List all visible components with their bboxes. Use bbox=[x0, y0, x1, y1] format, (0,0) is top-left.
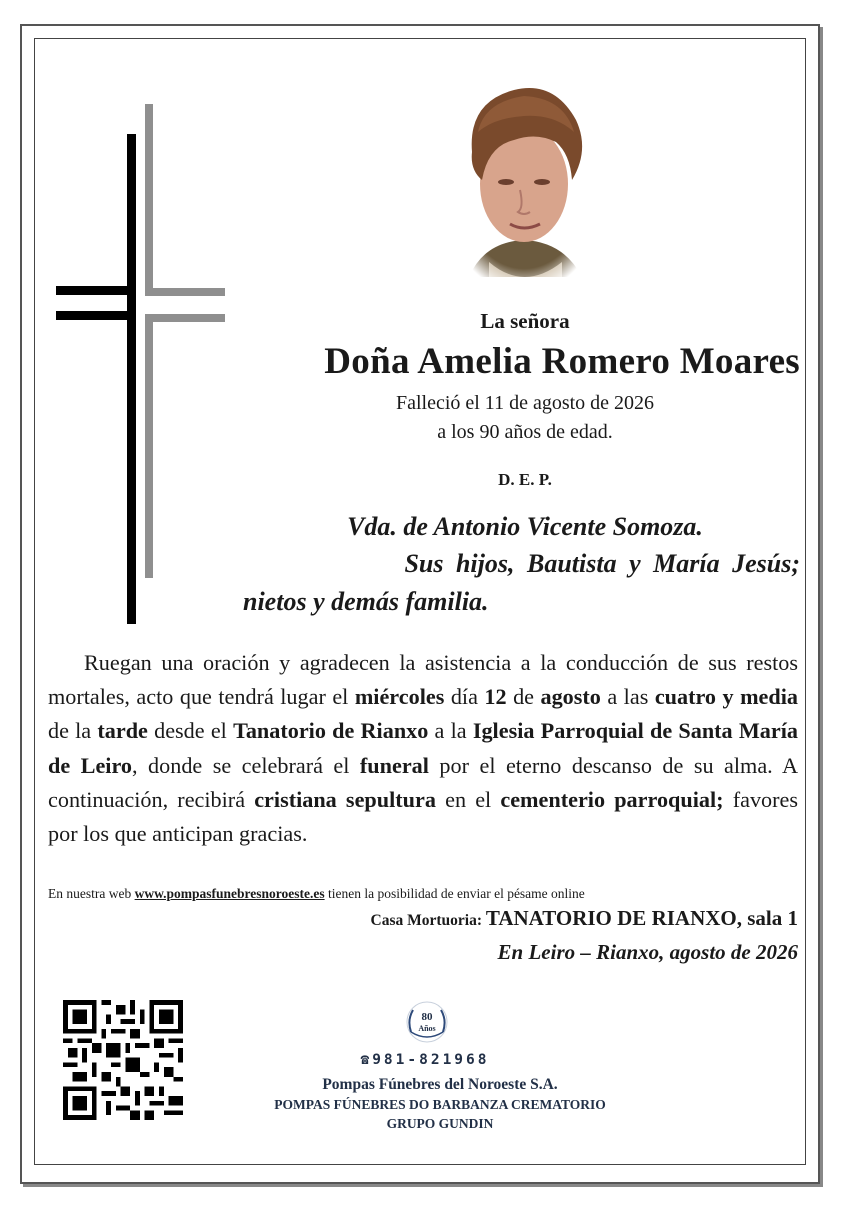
online-condolence-note: En nuestra web www.pompasfunebresnoroeste.es tienen la posibilidad de enviar el pésame online bbox=[48, 886, 585, 901]
company-name-2: POMPAS FÚNEBRES DO BARBANZA CREMATORIO bbox=[274, 1097, 606, 1112]
company-name-1: Pompas Fúnebres del Noroeste S.A. bbox=[322, 1076, 558, 1093]
deceased-name: Doña Amelia Romero Moares bbox=[324, 341, 800, 382]
mortuary-label: Casa Mortuoria: bbox=[370, 912, 486, 929]
mortuary-value: TANATORIO DE RIANXO, sala 1 bbox=[485, 906, 798, 930]
ceremony-announcement: Ruegan una oración y agradecen la asistencia a la conducción de sus restos mortales, acto que tendrá lugar el miércoles día 12 de agosto a las cuatro y media de la tarde desde el Tanatorio de Rianxo a la Iglesia Parroquial de Santa María de Leiro, donde se celebrará el funeral por el eterno descanso de su alma. A continuación, recibirá cristiana sepultura en el cementerio parroquial; favores por los que anticipan gracias. bbox=[48, 650, 798, 847]
company-name-3: GRUPO GUNDIN bbox=[386, 1116, 494, 1131]
phone-icon: ☎ bbox=[360, 1052, 373, 1068]
mortuary-info bbox=[230, 906, 798, 931]
phone-number: ☎981-821968 bbox=[360, 1052, 490, 1068]
svg-text:Años: Años bbox=[418, 1024, 436, 1033]
age-at-death: a los 90 años de edad. bbox=[437, 421, 613, 443]
qr-code[interactable] bbox=[63, 1000, 183, 1120]
rip-abbreviation: D. E. P. bbox=[498, 470, 552, 489]
place-and-date: En Leiro – Rianxo, agosto de 2026 bbox=[497, 940, 798, 964]
deceased-portrait bbox=[444, 62, 604, 294]
death-date: Falleció el 11 de agosto de 2026 bbox=[395, 392, 655, 414]
family-widow-line: Vda. de Antonio Vicente Somoza. bbox=[347, 512, 703, 541]
family-grandchildren-line: nietos y demás familia. bbox=[243, 587, 489, 616]
salutation: La señora bbox=[480, 309, 570, 333]
anniversary-logo bbox=[397, 998, 457, 1048]
svg-text:80: 80 bbox=[421, 1011, 433, 1023]
family-children-line: Sus hijos, Bautista y María Jesús; bbox=[404, 549, 800, 578]
website-link[interactable]: www.pompasfunebresnoroeste.es bbox=[134, 886, 325, 901]
